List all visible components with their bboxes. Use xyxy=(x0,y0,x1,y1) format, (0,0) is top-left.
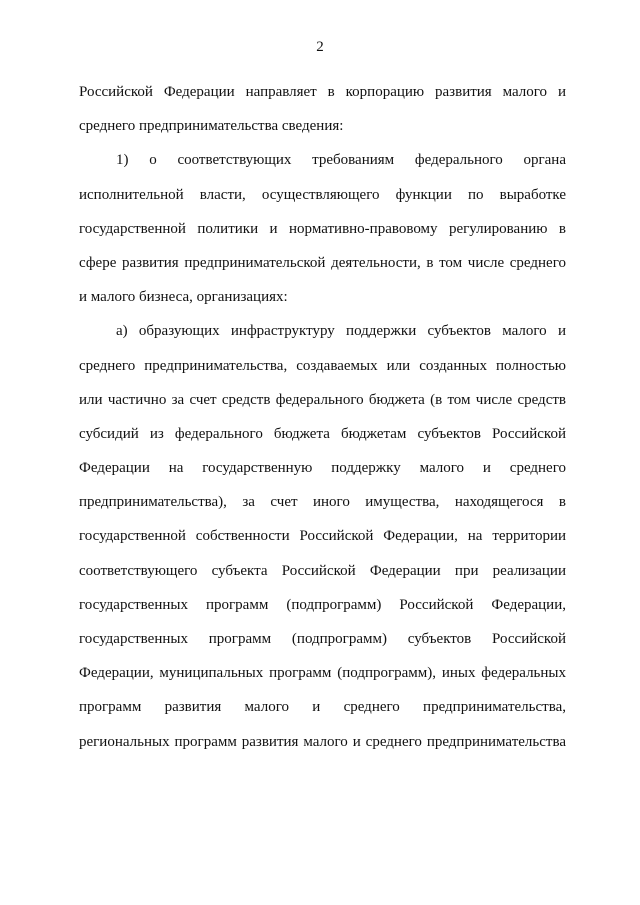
text-line: соответствующего субъекта Российской Федерации при реализации xyxy=(79,562,566,579)
text-line: среднего предпринимательства сведения: xyxy=(79,118,344,135)
text-line: государственной собственности Российской Федерации, на территории xyxy=(79,528,566,545)
document-body xyxy=(79,75,566,759)
text-line: исполнительной власти, осуществляющего функции по выработке xyxy=(79,186,566,203)
text-line: 1) о соответствующих требованиям федерального органа xyxy=(116,152,566,169)
text-line: субсидий из федерального бюджета бюджетам субъектов Российской xyxy=(79,425,566,442)
text-line: сфере развития предпринимательской деятельности, в том числе среднего xyxy=(79,254,566,271)
text-line: государственных программ (подпрограмм) Российской Федерации, xyxy=(79,596,566,613)
text-line: Федерации, муниципальных программ (подпрограмм), иных федеральных xyxy=(79,665,566,682)
text-line: государственной политики и нормативно-правовому регулированию в xyxy=(79,220,566,237)
text-line: среднего предпринимательства, создаваемых или созданных полностью xyxy=(79,357,566,374)
text-line: Российской Федерации направляет в корпорацию развития малого и xyxy=(79,84,566,100)
text-line: а) образующих инфраструктуру поддержки субъектов малого и xyxy=(116,323,566,340)
page-number: 2 xyxy=(316,39,324,55)
text-line: программ развития малого и среднего предпринимательства, xyxy=(79,699,566,716)
text-line: и малого бизнеса, организациях: xyxy=(79,289,288,306)
text-line: предпринимательства), за счет иного имущества, находящегося в xyxy=(79,494,566,511)
text-line: государственных программ (подпрограмм) субъектов Российской xyxy=(79,631,566,647)
text-line: или частично за счет средств федерального бюджета (в том числе средств xyxy=(79,391,566,408)
text-line: Федерации на государственную поддержку малого и среднего xyxy=(79,460,566,477)
text-line: региональных программ развития малого и среднего предпринимательства xyxy=(79,733,566,750)
